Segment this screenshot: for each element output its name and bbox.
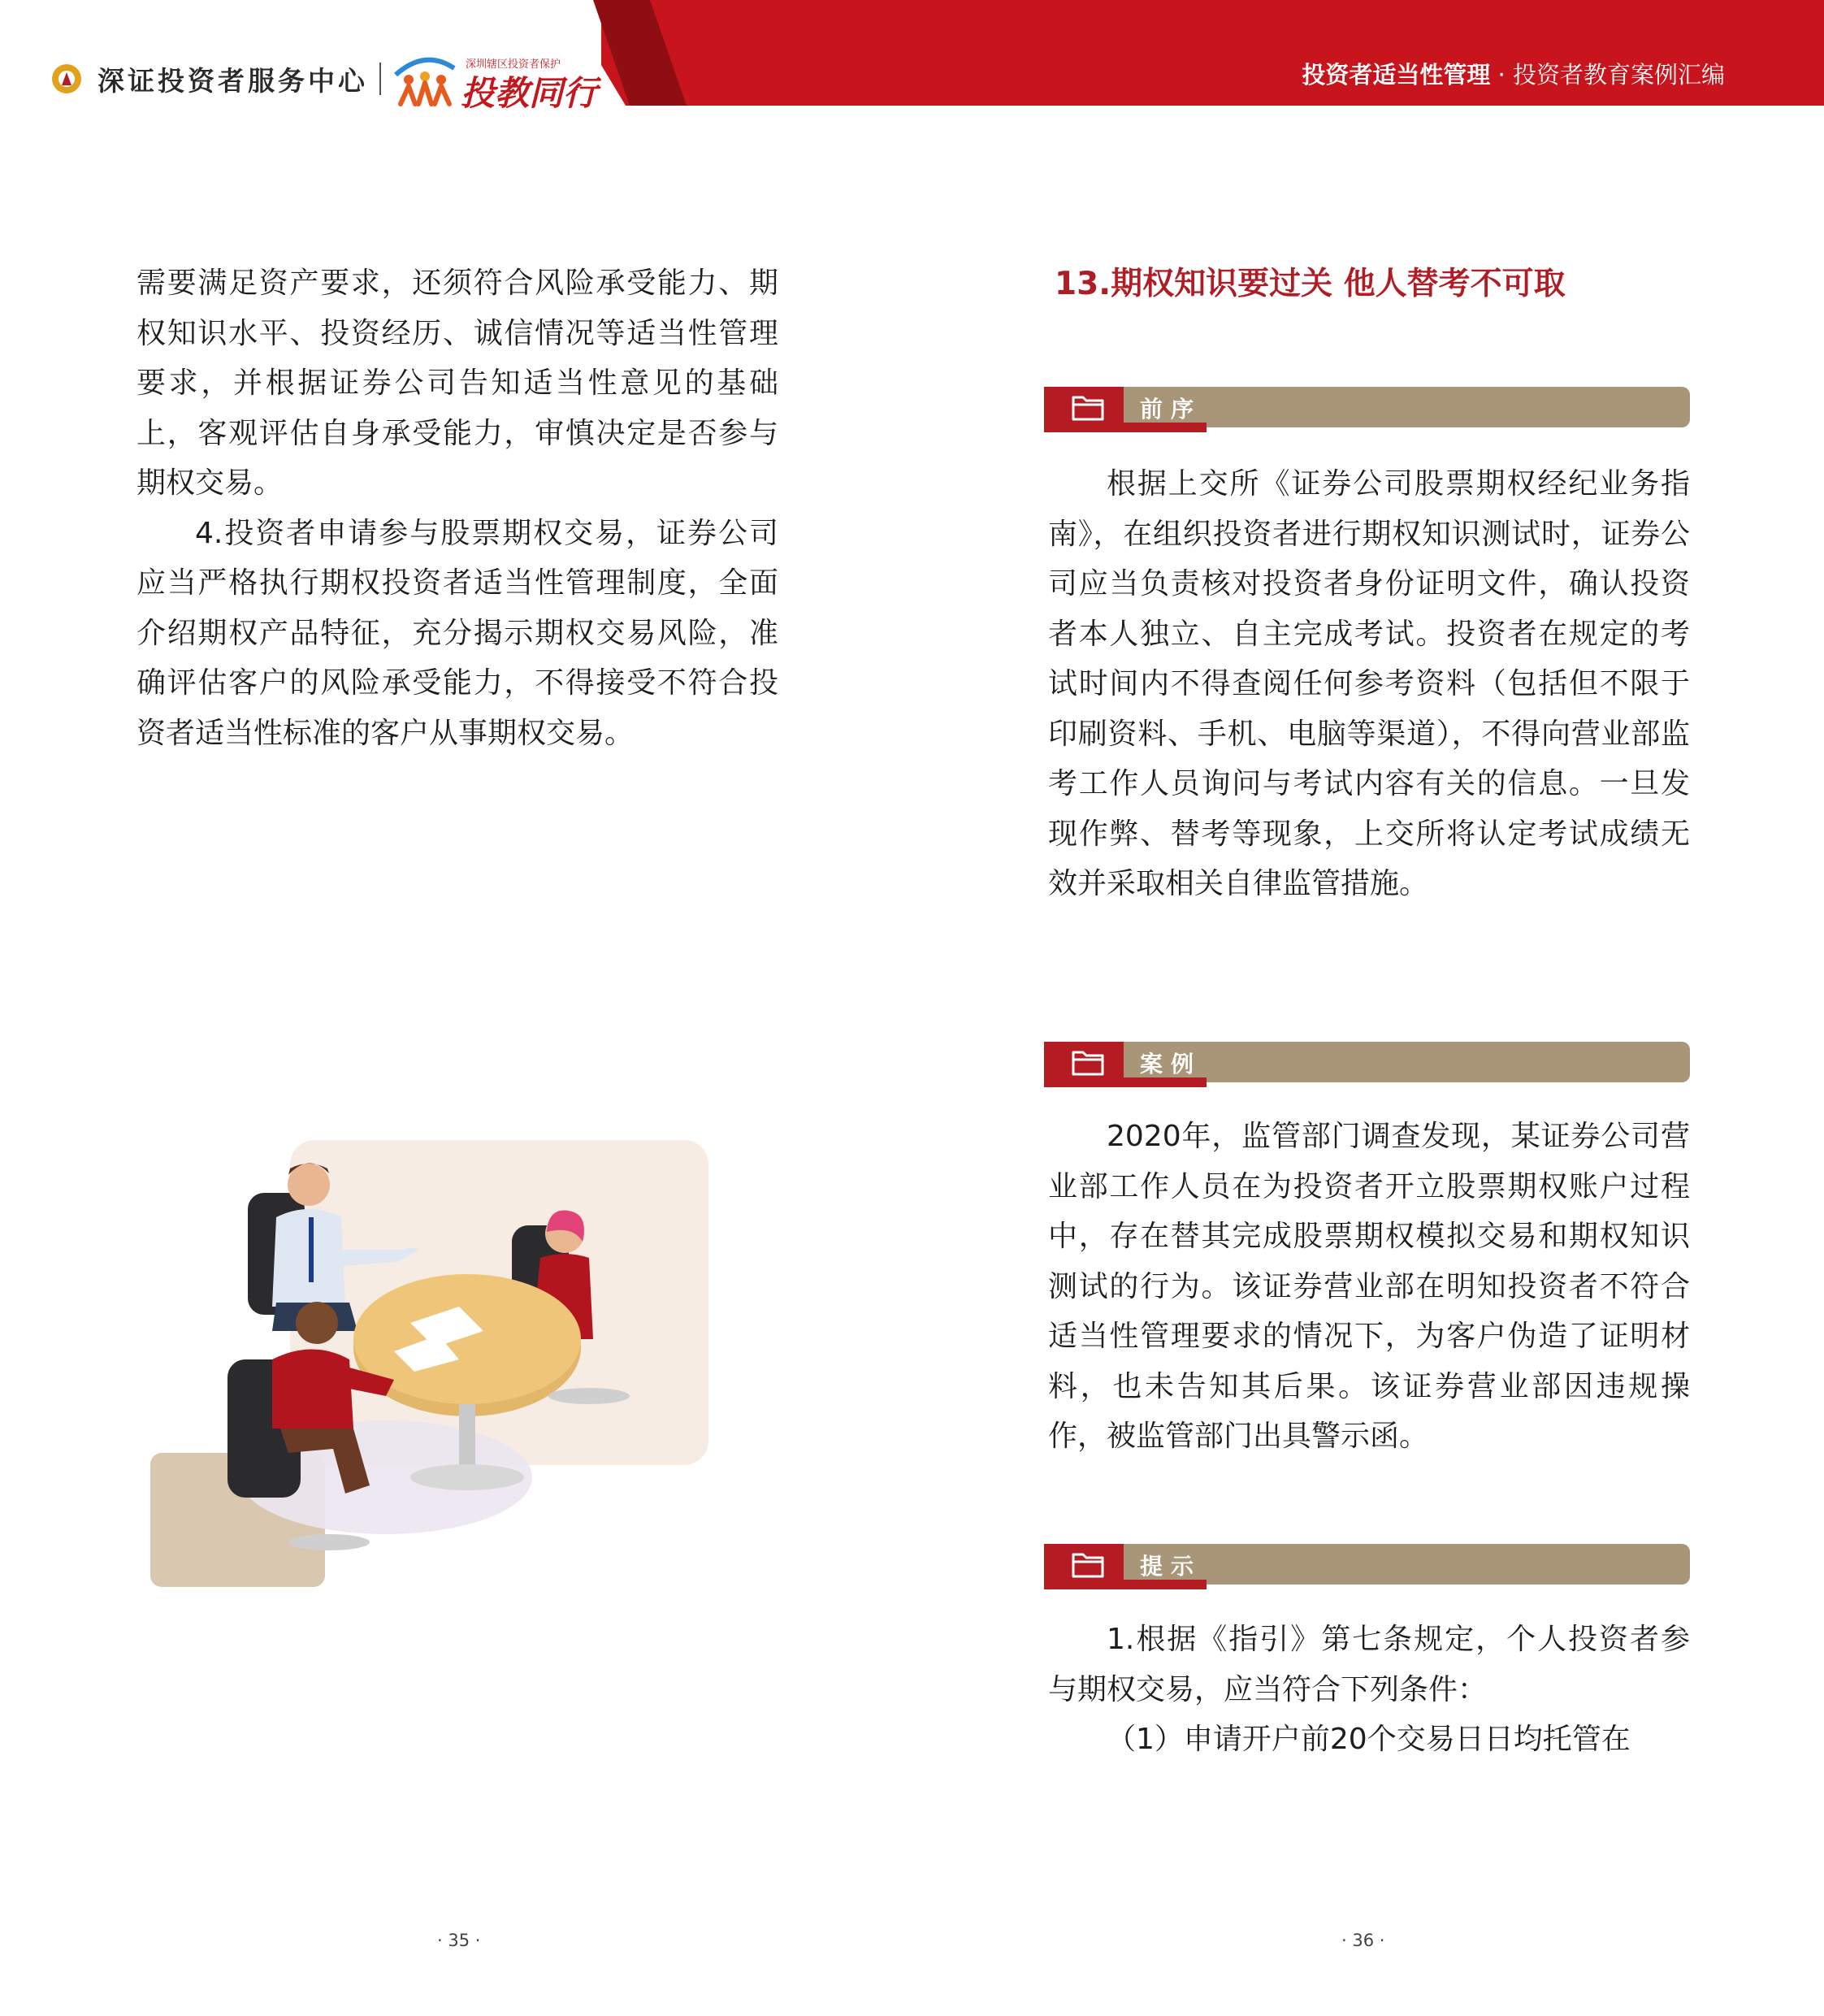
section-label-preface: 前序 — [1140, 396, 1202, 423]
tip-paragraph-1: 1.根据《指引》第七条规定，个人投资者参与期权交易，应当符合下列条件： — [1048, 1623, 1690, 1706]
section-label-tip: 提示 — [1140, 1553, 1202, 1580]
folder-icon — [1072, 1550, 1104, 1579]
tip-paragraph-2: （1）申请开户前20个交易日日均托管在 — [1107, 1723, 1631, 1756]
section-bar-case — [1044, 1042, 1690, 1087]
section-label-case: 案例 — [1140, 1051, 1202, 1077]
header-title — [1302, 57, 1725, 90]
preface-paragraph: 根据上交所《证券公司股票期权经纪业务指南》，在组织投资者进行期权知识测试时，证券公司应当负责核对投资者身份证明文件，确认投资者本人独立、自主完成考试。投资者在规定的考试时间内不得查阅任何参考资料（包括但不限于印刷资料、手机、电脑等渠道），不得向营业部监考工作人员询问与考试内容有关的信息。一旦发现作弊、替考等现象，上交所将认定考试成绩无效并采取相关自律监管措施。 — [1048, 467, 1690, 900]
folder-icon — [1072, 1047, 1104, 1077]
case-text — [1048, 1112, 1690, 1462]
left-paragraph-2: 4.投资者申请参与股票期权交易，证券公司应当严格执行期权投资者适当性管理制度，全面介绍期权产品特征，充分揭示期权交易风险，准确评估客户的风险承受能力，不得接受不符合投资者适当性标准的客户从事期权交易。 — [136, 516, 778, 750]
partner-name: 投教同行 — [461, 73, 598, 113]
case-paragraph: 2020年，监管部门调查发现，某证券公司营业部工作人员在为投资者开立股票期权账户过程中，存在替其完成股票期权模拟交易和期权知识测试的行为。该证券营业部在明知投资者不符合适当性管理要求的情况下，为客户伪造了证明材料，也未告知其后果。该证券营业部因违规操作，被监管部门出具警示函。 — [1048, 1120, 1690, 1453]
left-column-text — [136, 258, 778, 758]
partner-subtitle: 深圳辖区投资者保护 — [466, 59, 561, 71]
header-logos — [50, 50, 598, 113]
meeting-illustration — [150, 1136, 711, 1591]
partner-name-block — [461, 50, 598, 113]
logo-divider — [379, 63, 381, 95]
section-heading: 13.期权知识要过关 他人替考不可取 — [1055, 266, 1566, 302]
people-logo-icon — [392, 50, 456, 107]
szse-logo-icon — [50, 63, 83, 95]
preface-text — [1048, 459, 1690, 909]
org-name: 深证投资者服务中心 — [97, 64, 368, 97]
section-bar-preface — [1044, 387, 1690, 432]
page-number-left: · 35 · — [437, 1931, 481, 1950]
tip-text — [1048, 1615, 1690, 1765]
section-bar-tip — [1044, 1544, 1690, 1589]
header-title-bold: 投资者适当性管理 — [1302, 61, 1491, 89]
header-title-rest: · 投资者教育案例汇编 — [1490, 61, 1725, 89]
page-number-right: · 36 · — [1341, 1931, 1385, 1950]
left-paragraph-1: 需要满足资产要求，还须符合风险承受能力、期权知识水平、投资经历、诚信情况等适当性管理要求，并根据证券公司告知适当性意见的基础上，客观评估自身承受能力，审慎决定是否参与期权交易。 — [136, 267, 778, 500]
folder-icon — [1072, 392, 1104, 422]
